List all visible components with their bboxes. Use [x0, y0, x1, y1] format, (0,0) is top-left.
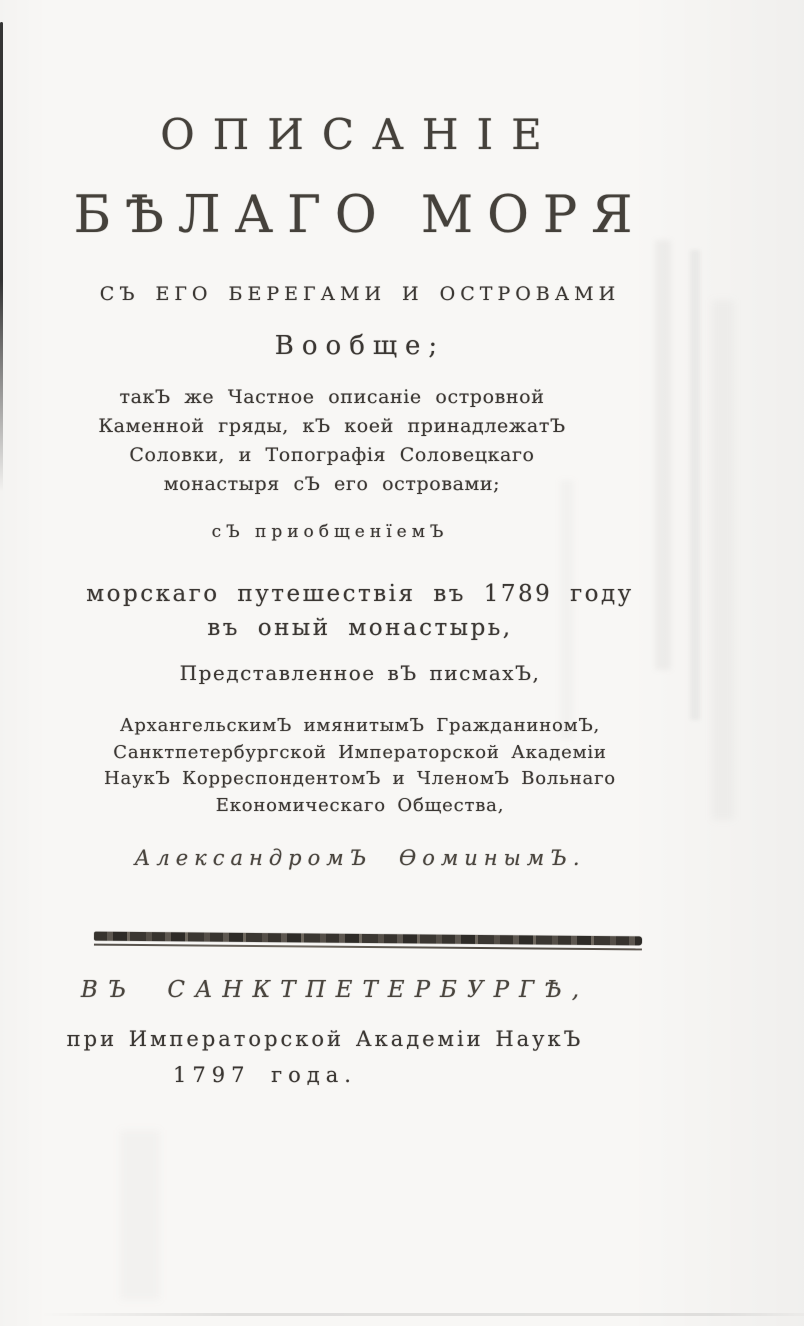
credentials-line: НаукЪ КорреспондентомЪ и ЧленомЪ Вольнаго — [104, 768, 616, 789]
scan-bottom-edge-shadow — [40, 1313, 804, 1316]
scan-left-edge-shadow — [0, 22, 3, 492]
scan-streak — [690, 250, 700, 720]
description-paragraph — [32, 383, 632, 499]
book-title-line-1: ОПИСАНІЕ — [160, 110, 560, 159]
supplement-intro: сЪ приобщенїемЪ — [211, 522, 449, 542]
description-line: Каменной гряды, кЪ коей принадлежатЪ — [98, 415, 566, 437]
supplement-line: въ оный монастырь, — [207, 615, 513, 641]
scope-word: Вообще; — [274, 331, 446, 361]
scan-streak — [712, 300, 734, 820]
credentials-line: Економическаго Общества, — [215, 794, 505, 816]
author-name: АлександромЪ ѲоминымЪ. — [134, 846, 586, 870]
description-line: такЪ же Частное описаніе островной — [119, 386, 545, 408]
subtitle-coasts-and-islands: СЪ ЕГО БЕРЕГАМИ И ОСТРОВАМИ — [99, 283, 621, 305]
presentation-note: Представленное вЪ писмахЪ, — [179, 661, 541, 685]
credentials-line: АрхангельскимЪ имянитымЪ ГражданиномЪ, — [119, 715, 601, 736]
imprint-year: 1797 года. — [173, 1063, 357, 1087]
author-credentials — [60, 713, 660, 819]
imprint-publisher: при Императорской Академіи НаукЪ — [66, 1027, 584, 1051]
book-title-line-2: БѢЛАГО МОРЯ — [73, 186, 647, 245]
supplement-line: морскаго путешествія въ 1789 году — [86, 581, 634, 607]
description-line: монастыря сЪ его островами; — [163, 473, 501, 495]
description-line: Соловки, и Топографія Соловецкаго — [129, 444, 535, 466]
imprint-city: ВЪ САНКТПЕТЕРБУРГѢ, — [80, 977, 590, 1003]
ornamental-rule — [94, 932, 642, 951]
scan-streak — [120, 1130, 160, 1300]
ornamental-rule-band — [94, 932, 642, 946]
supplement-paragraph — [60, 577, 660, 645]
credentials-line: Санктпетербургской Императорской Академіи — [113, 741, 607, 763]
